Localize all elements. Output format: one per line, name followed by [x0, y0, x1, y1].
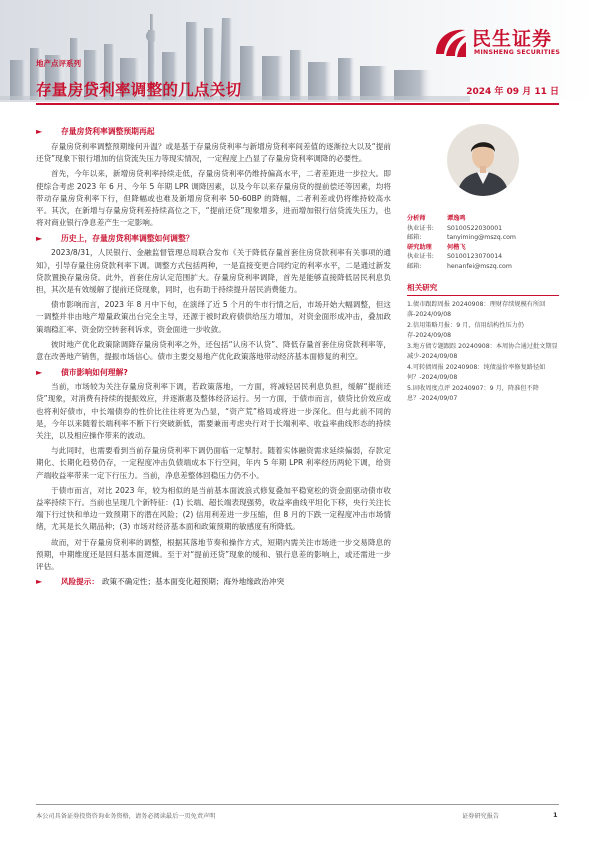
related-research [407, 282, 559, 404]
page-number: 1 [553, 811, 558, 819]
company-logo [432, 24, 582, 64]
assistant-role: 研究助理 [407, 243, 432, 251]
body-paragraph: 故而，对于存量房贷利率的调整，根据其落地节奏和操作方式，短期内需关注市场进一步交易降息的预期，中期维度还是回归基本面逻辑。至于对“提前还贷”现象的缓和、银行息差的影响上，或还需进一步评估。 [36, 537, 391, 572]
related-research-item[interactable]: 5.固收周度点评 20240907：9 月，降准但不降息？-2024/09/07 [407, 384, 539, 402]
analyst-info [407, 214, 559, 272]
section-heading-text: 历史上，存量房贷利率调整如何调整？ [61, 233, 194, 243]
email-link[interactable]: henanfei@mszq.com [447, 262, 512, 270]
logo-english-name: MINSHENG SECURITIES [474, 49, 561, 56]
analyst-portrait-icon [447, 124, 519, 196]
license-number: S0100123070014 [447, 253, 503, 261]
main-content [36, 124, 391, 589]
analyst-role: 分析师 [407, 215, 426, 222]
analyst-row [407, 233, 559, 243]
analyst-row [407, 252, 559, 262]
license-number: S0100522030001 [447, 224, 503, 232]
related-research-item[interactable]: 4.可转债周报 20240908：纯债溢价率修复路径如何？-2024/09/08 [407, 363, 546, 381]
email-link[interactable]: tanyiming@mszq.com [447, 234, 516, 242]
logo-chinese-name: 民生证券 [472, 28, 553, 50]
analyst-row [407, 224, 559, 234]
body-paragraph: 彼时地产优化政策除调降存量房贷利率之外，还包括“认房不认贷”、降低存量首套住房贷款利率等，意在改善地产销售，提振市场信心。债市主要交易地产优化政策落地带动经济基本面修复的利空。 [36, 339, 391, 362]
analyst-row [407, 214, 559, 224]
related-research-item[interactable]: 3.地方债专题跟踪 20240908：本周协合通过批文期显减少-2024/09/08 [407, 342, 558, 360]
related-research-title: 相关研究 [407, 282, 559, 296]
triangle-bullet-icon: ► [36, 577, 43, 587]
body-paragraph: 存量房贷利率调整预期缘何升温？或是基于存量房贷利率与新增房贷利率间差值的逐渐拉大以及“提前还贷”现象下银行增加的信贷流失压力等现实情况，一定程度上凸显了存量房贷利率调降的必要性。 [36, 142, 391, 164]
footer-report-type: 证券研究报告 [462, 813, 500, 820]
triangle-bullet-icon: ► [36, 233, 43, 243]
related-research-item[interactable]: 2.信用策略月报：9 月，信用结构性压力仍存-2024/09/08 [407, 321, 524, 339]
risk-warning-text: 政策不确定性；基本面变化超预期；海外地缘政治冲突 [101, 577, 285, 587]
related-research-item[interactable]: 1.债市跟踪周报 20240908：理财存续规模有所回落-2024/09/08 [407, 300, 546, 318]
email-label: 邮箱: [407, 262, 422, 270]
risk-warning-label: 风险提示： [61, 577, 99, 587]
section-heading-text: 存量房贷利率调整预期再起 [61, 127, 155, 137]
sidebar [407, 124, 559, 405]
body-paragraph: 债市影响而言，2023 年 8 月中下旬，在演绎了近 5 个月的牛市行情之后，市场开始大幅调整，但这一调整并非由地产增量政策出台完全主导，还源于被时政府债供给压力增加，对资金面形成冲击，叠加政策端稳汇率、资金防空转套利诉求，资金面进一步收敛。 [36, 300, 391, 334]
analyst-photo [447, 124, 519, 196]
license-label: 执业证书: [407, 224, 434, 232]
body-paragraph: 2023/8/31，人民银行、金融监督管理总局联合发布《关于降低存量首套住房贷款利率有关事项的通知》，引导存量住房贷款利率下调。调整方式包括两种，一是直接变更合同约定的利率水平，二是通过新发贷款置换存量房贷。此外，首套住房认定范围扩大。存量房贷利率调降，首先是能够直接降低居民利息负担，其次是有效缓解了提前还贷现象，同时，也有助于持续提升居民消费能力。 [36, 248, 391, 295]
document-title: 存量房贷利率调整的几点关切 [36, 81, 242, 99]
triangle-bullet-icon: ► [36, 367, 43, 377]
body-paragraph: 于债市而言，对比 2023 年，较为相似的是当前基本面波浪式修复叠加平稳宽松的资金面驱动债市收益率持续下行。当前也呈现几个新特征：(1) 长端、超长端表现强势，收益率曲线平坦化下移，央行关注长端下行过快和单边一致预期下的潜在风险；(2) 信用利差进一步压缩，但 8 月的下跌一定程度冲击市场情绪，尤其是长久期品种；(3) 市场对经济基本面和政策预期的敏感度有所降低。 [36, 485, 391, 532]
document-date: 2024 年 09 月 11 日 [466, 87, 559, 97]
body-paragraph: 首先，今年以来，新增房贷利率持续走低，存量房贷利率仍维持偏高水平，二者差距进一步拉大。即使综合考虑 2023 年 6 月、今年 5 年期 LPR 调降因素，以及今年以来存量房贷的提前偿还等因素，均将带动存量房贷利率下行，但降幅或也难及新增房贷利率 50-60BP 的降幅，二者利差或仍将维持较高水平。其次，在新增与存量房贷利差持续高位之下，“提前还贷”现象增多，进而增加银行信贷流失压力，也将对商业银行净息差产生一定影响。 [36, 169, 391, 228]
section-heading [36, 232, 391, 245]
body-paragraph: 与此同时，也需要看到当前存量房贷利率下调仍面临一定掣肘。随着实体融资需求延续偏弱，存款定期化、长期化趋势仍存，一定程度冲击负债端成本下行空间，年内 5 年期 LPR 利率经历两轮下调，给资产端收益率带来一定下行压力。当前，净息差整体回稳压力仍不小。 [36, 446, 391, 480]
section-heading-text: 债市影响如何理解? [61, 367, 128, 377]
analyst-row [407, 262, 559, 272]
email-label: 邮箱: [407, 234, 422, 242]
related-research-list [407, 300, 559, 404]
analyst-name: 谭逸鸣 [447, 215, 466, 222]
footer-disclaimer: 本公司具备证券投资咨询业务资格，请务必阅读最后一页免责声明 [36, 813, 216, 820]
analyst-row [407, 243, 559, 253]
risk-warning [36, 576, 391, 588]
footer-divider [36, 804, 559, 805]
assistant-name: 何楷飞 [447, 243, 466, 251]
license-label: 执业证书: [407, 253, 434, 261]
body-paragraph: 当前，市场较为关注存量房贷利率下调，若政策落地，一方面，将减轻居民利息负担，缓解“提前还贷”现象，对消费有持续的提振效应，并逐渐惠及整体经济运行。另一方面，于债市而言，债贷比价效应或也将利好债市，中长端债券的性价比往往将更为凸显，“资产荒”格局或将进一步深化。但与此前不同的是，今年以来随着长端利率不断下行突破新低，需要兼而考虑央行对于长端利率、收益率曲线形态的持续关注，以及相应操作带来的波动。 [36, 382, 391, 441]
header-divider [36, 103, 559, 105]
series-label: 地产点评系列 [36, 59, 81, 68]
triangle-bullet-icon: ► [36, 127, 43, 137]
logo-mark-icon [432, 24, 468, 60]
section-heading [36, 366, 391, 379]
section-heading [36, 126, 391, 139]
